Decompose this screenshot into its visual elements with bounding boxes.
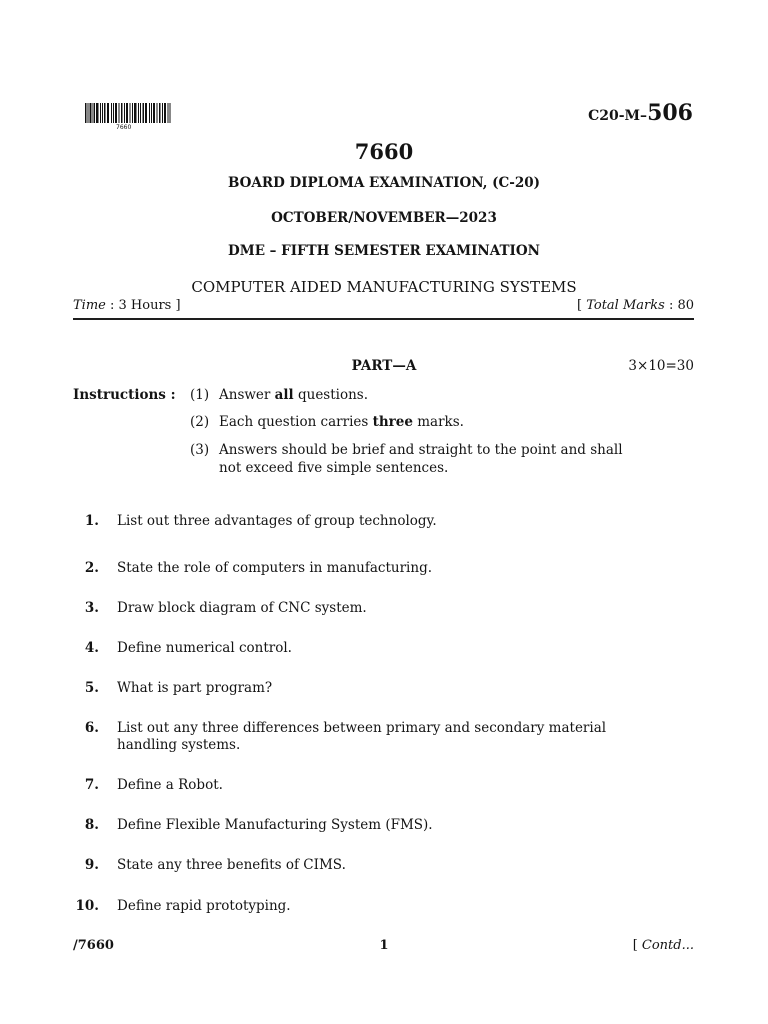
paper-code-prefix: C20-M– — [588, 108, 648, 124]
instruction-text — [219, 413, 464, 431]
instruction-emphasis: all — [274, 387, 294, 403]
question-number: 7. — [84, 777, 99, 793]
page-number: 1 — [379, 938, 389, 953]
question-number: 2. — [84, 560, 99, 576]
total-marks — [577, 297, 694, 315]
instruction-text-part: Answer — [219, 387, 275, 403]
instructions-label: Instructions : — [73, 387, 176, 403]
question-text-continued: handling systems. — [117, 737, 241, 753]
exam-session: OCTOBER/NOVEMBER—2023 — [271, 210, 497, 226]
question-number: 5. — [84, 680, 99, 696]
barcode-number: 7660 — [116, 124, 132, 131]
paper-code-number: 506 — [647, 100, 693, 126]
question-number: 6. — [84, 720, 99, 736]
question-number: 9. — [84, 857, 99, 873]
instruction-text-part: questions. — [293, 387, 369, 403]
header-divider — [73, 318, 694, 320]
time-value: : 3 Hours ] — [110, 298, 181, 313]
instruction-text-part: marks. — [412, 414, 464, 430]
instruction-number: (2) — [190, 414, 210, 430]
marks-bracket: [ — [577, 298, 583, 313]
subject-title: COMPUTER AIDED MANUFACTURING SYSTEMS — [191, 278, 577, 296]
instruction-text — [219, 386, 368, 404]
part-title: PART—A — [351, 358, 417, 374]
footer-paper-code: /7660 — [73, 938, 114, 953]
instruction-text: not exceed five simple sentences. — [219, 460, 449, 476]
paper-number: 7660 — [354, 139, 414, 164]
question-text: Define Flexible Manufacturing System (FMS). — [117, 817, 433, 833]
semester-title: DME – FIFTH SEMESTER EXAMINATION — [228, 243, 540, 259]
continued-text: Contd... — [641, 938, 694, 953]
continued-bracket: [ — [632, 938, 638, 953]
instruction-emphasis: three — [372, 414, 413, 430]
question-text: State any three benefits of CIMS. — [117, 857, 346, 873]
marks-label: Total Marks — [586, 298, 665, 313]
question-text: Define numerical control. — [117, 640, 292, 656]
question-text: List out three advantages of group technology. — [117, 513, 437, 529]
instruction-number: (1) — [190, 387, 210, 403]
question-number: 4. — [84, 640, 99, 656]
question-text: State the role of computers in manufacturing. — [117, 560, 433, 576]
question-text: Define a Robot. — [117, 777, 223, 793]
question-text: Draw block diagram of CNC system. — [117, 600, 367, 616]
paper-code — [588, 99, 693, 130]
question-number: 3. — [84, 600, 99, 616]
marks-value: : 80 — [668, 298, 694, 313]
barcode — [85, 103, 171, 123]
time-allowed — [73, 297, 181, 315]
instruction-text-part: Each question carries — [219, 414, 373, 430]
time-label: Time — [73, 298, 106, 313]
question-number: 1. — [84, 513, 99, 529]
question-number: 8. — [84, 817, 99, 833]
question-text: List out any three differences between primary and secondary material — [117, 720, 607, 736]
continued-note — [633, 937, 694, 955]
board-title: BOARD DIPLOMA EXAMINATION, (C-20) — [227, 175, 541, 191]
instruction-text: Answers should be brief and straight to the point and shall — [219, 442, 623, 458]
instruction-number: (3) — [190, 442, 210, 458]
question-text: What is part program? — [117, 680, 273, 696]
question-text: Define rapid prototyping. — [117, 898, 291, 914]
question-number: 10. — [75, 898, 99, 914]
part-marks: 3×10=30 — [628, 358, 694, 374]
